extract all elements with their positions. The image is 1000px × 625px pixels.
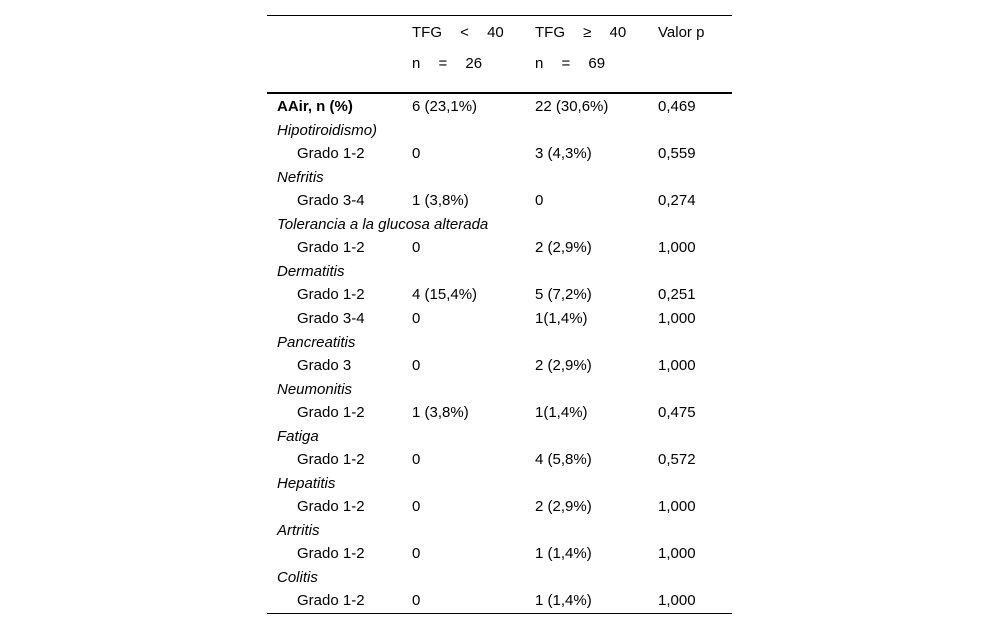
table-row [267, 307, 732, 331]
group-row [267, 166, 732, 189]
table-row [267, 401, 732, 425]
grade-label: Grado 3-4 [297, 192, 365, 209]
cell-tfg-low: 0 [412, 310, 421, 327]
cell-tfg-low: 1 (3,8%) [412, 404, 469, 421]
table-row [267, 589, 732, 613]
cell-p-value: 1,000 [658, 498, 696, 515]
cell-tfg-high: 5 (7,2%) [535, 286, 592, 303]
header-n-low: n = 26 [412, 55, 483, 72]
grade-label: Grado 1-2 [297, 545, 365, 562]
grade-label: Grado 1-2 [297, 592, 365, 609]
cell-tfg-high: 3 (4,3%) [535, 145, 592, 162]
summary-row [267, 95, 732, 119]
header-row-2 [267, 55, 732, 86]
cell-p-value: 0,274 [658, 192, 696, 209]
summary-col2: 22 (30,6%) [535, 98, 609, 115]
grade-label: Grado 1-2 [297, 145, 365, 162]
table-row [267, 283, 732, 307]
summary-label: AAir, n (%) [277, 98, 353, 115]
cell-tfg-low: 1 (3,8%) [412, 192, 469, 209]
table-row [267, 542, 732, 566]
grade-label: Grado 3-4 [297, 310, 365, 327]
grade-label: Grado 1-2 [297, 404, 365, 421]
table-row [267, 236, 732, 260]
summary-col1: 6 (23,1%) [412, 98, 478, 115]
grade-label: Grado 1-2 [297, 451, 365, 468]
data-table [267, 15, 732, 614]
cell-tfg-high: 2 (2,9%) [535, 498, 592, 515]
cell-tfg-high: 1(1,4%) [535, 310, 588, 327]
cell-tfg-high: 1 (1,4%) [535, 545, 592, 562]
group-name: Fatiga [277, 428, 319, 445]
header-p-value: Valor p [658, 24, 705, 41]
summary-col3: 0,469 [658, 98, 696, 115]
group-row [267, 119, 732, 142]
group-row [267, 378, 732, 401]
cell-tfg-low: 0 [412, 545, 421, 562]
cell-p-value: 1,000 [658, 545, 696, 562]
cell-p-value: 1,000 [658, 357, 696, 374]
header-row-1 [267, 24, 732, 55]
grade-label: Grado 1-2 [297, 286, 365, 303]
cell-p-value: 1,000 [658, 310, 696, 327]
table-body [267, 119, 732, 613]
group-name: Dermatitis [277, 263, 345, 280]
group-row [267, 213, 732, 236]
group-name: Neumonitis [277, 381, 353, 398]
table-row [267, 448, 732, 472]
group-row [267, 472, 732, 495]
table-row [267, 142, 732, 166]
group-name: Pancreatitis [277, 334, 356, 351]
cell-tfg-high: 0 [535, 192, 544, 209]
grade-label: Grado 3 [297, 357, 352, 374]
cell-tfg-low: 4 (15,4%) [412, 286, 478, 303]
group-name: Tolerancia a la glucosa alterada [277, 216, 489, 233]
cell-p-value: 0,475 [658, 404, 696, 421]
group-name: Hepatitis [277, 475, 336, 492]
group-row [267, 331, 732, 354]
header-tfg-high: TFG ≥ 40 [535, 24, 627, 41]
group-name: Nefritis [277, 169, 324, 186]
cell-tfg-low: 0 [412, 592, 421, 609]
grade-label: Grado 1-2 [297, 239, 365, 256]
group-row [267, 566, 732, 589]
cell-p-value: 0,559 [658, 145, 696, 162]
cell-tfg-low: 0 [412, 498, 421, 515]
cell-p-value: 0,251 [658, 286, 696, 303]
table-row [267, 495, 732, 519]
table-row [267, 354, 732, 378]
table-header [267, 16, 732, 94]
cell-tfg-high: 1 (1,4%) [535, 592, 592, 609]
cell-tfg-high: 2 (2,9%) [535, 239, 592, 256]
grade-label: Grado 1-2 [297, 498, 365, 515]
cell-tfg-low: 0 [412, 451, 421, 468]
cell-tfg-low: 0 [412, 239, 421, 256]
group-name: Hipotiroidismo) [277, 122, 378, 139]
cell-tfg-high: 2 (2,9%) [535, 357, 592, 374]
cell-tfg-low: 0 [412, 145, 421, 162]
group-row [267, 425, 732, 448]
header-n-high: n = 69 [535, 55, 606, 72]
group-row [267, 260, 732, 283]
cell-tfg-high: 4 (5,8%) [535, 451, 592, 468]
cell-p-value: 1,000 [658, 239, 696, 256]
cell-p-value: 1,000 [658, 592, 696, 609]
cell-tfg-high: 1(1,4%) [535, 404, 588, 421]
header-tfg-low: TFG < 40 [412, 24, 504, 41]
group-name: Artritis [277, 522, 320, 539]
table-row [267, 189, 732, 213]
cell-tfg-low: 0 [412, 357, 421, 374]
group-name: Colitis [277, 569, 318, 586]
cell-p-value: 0,572 [658, 451, 696, 468]
group-row [267, 519, 732, 542]
